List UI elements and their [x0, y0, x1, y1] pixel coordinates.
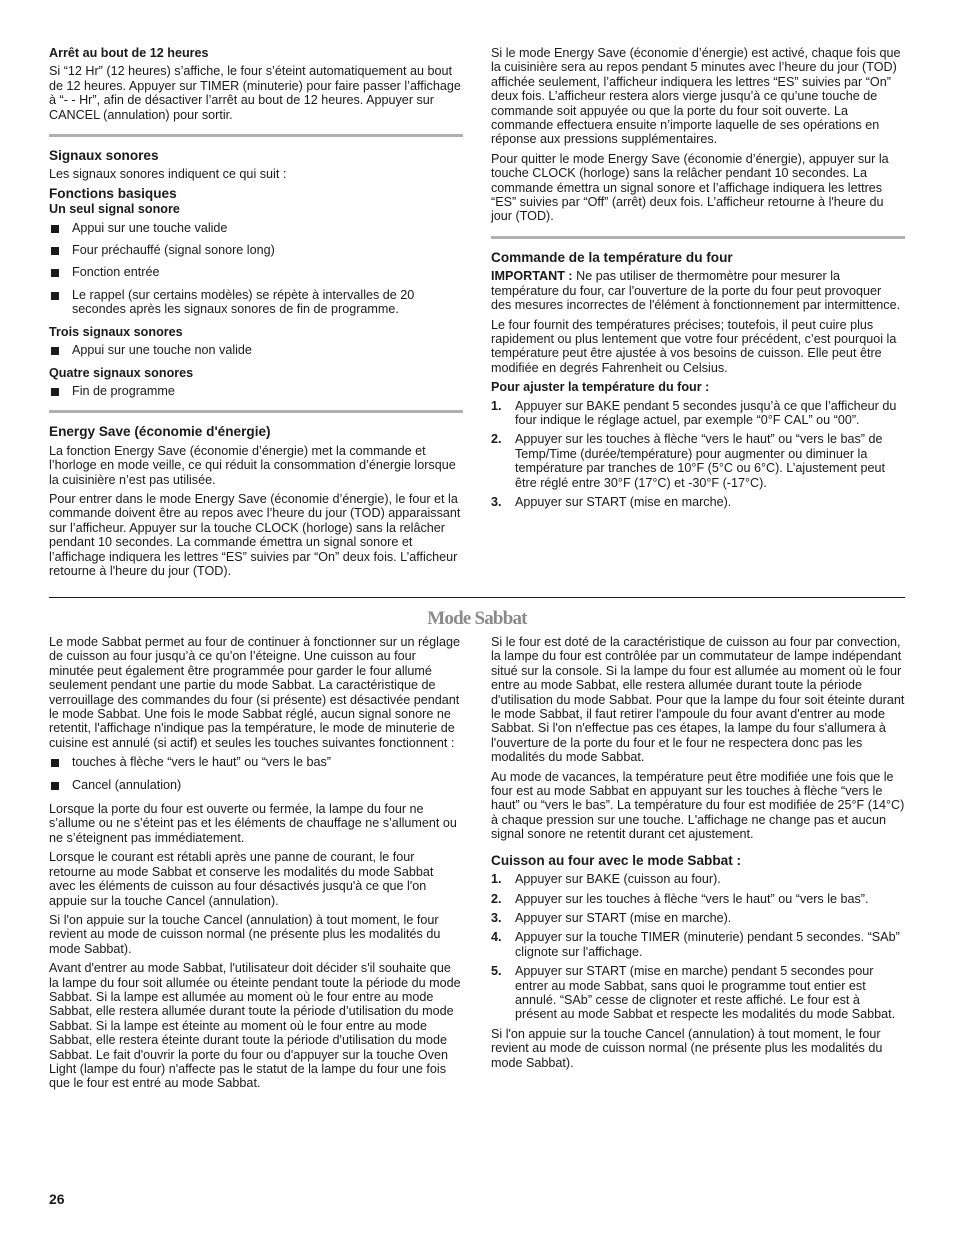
step-text: Appuyer sur BAKE pendant 5 secondes jusqu’à ce que l’afficheur du four indique le réglage actuel, par exemple “0°F CAL” ou “00”. [515, 398, 897, 427]
top-right-column [491, 46, 905, 514]
important-text: Ne pas utiliser de thermomètre pour mesurer la température du four, car l'ouverture de la porte du four peut provoquer des mesures incorrectes de l'élément à fonctionnement par intermittence. [491, 269, 901, 313]
list-item: Le rappel (sur certains modèles) se répète à intervalles de 20 secondes après les signaux sonores de fin de programme. [49, 288, 463, 317]
step-item [491, 930, 905, 959]
para-es-2: Pour quitter le mode Energy Save (économie d’énergie), appuyer sur la touche CLOCK (horloge) sans la relâcher pendant 10 secondes. La commande émettra un signal sonore et l’affichage indiquera les lettres “ES” suivies par “Off” (arrêt) deux fois. L’afficheur retourne à l'heure du jour (TOD). [491, 151, 889, 224]
step-text: Appuyer sur START (mise en marche). [515, 494, 732, 509]
para-sabbat-3: Lorsque le courant est rétabli après une panne de courant, le four retourne au mode Sabbat et conserve les modalités du mode Sabbat avec les éléments de cuisson au four désactivés jusqu'à ce que l'on appuie sur la touche Cancel (annulation). [49, 850, 434, 908]
heading-fonctions-basiques: Fonctions basiques [49, 185, 177, 201]
step-item [491, 892, 905, 906]
para-temp-2: Le four fournit des températures précises; toutefois, il peut cuire plus rapidement ou plus lentement que votre four précédent, c’est pourquoi la température peut être ajustée à vos besoins de cuisson. Elle peut être modifiée en degrés Fahrenheit ou Celsius. [491, 317, 897, 375]
heading-energy-save: Energy Save (économie d'énergie) [49, 424, 271, 440]
heading-quatre-signaux: Quatre signaux sonores [49, 365, 194, 380]
step-number: 3. [491, 910, 502, 925]
step-item [491, 495, 905, 509]
para-signaux-intro: Les signaux sonores indiquent ce qui suit : [49, 167, 287, 182]
sabbat-title: Mode Sabbat [427, 608, 527, 629]
heading-signaux-sonores: Signaux sonores [49, 148, 159, 164]
list-item: Appui sur une touche valide [49, 221, 463, 235]
para-sabbat-2: Lorsque la porte du four est ouverte ou fermée, la lampe du four ne s’allume ou ne s’éteint pas et les éléments de chauffage ne s’allument ou ne s’éteignent pas immédiatement. [49, 802, 457, 845]
important-label: IMPORTANT : [491, 269, 573, 284]
step-number: 4. [491, 930, 502, 945]
para-important [491, 269, 905, 312]
sabbat-divider [49, 597, 905, 598]
list-item: Four préchauffé (signal sonore long) [49, 243, 463, 257]
heading-ajuster: Pour ajuster la température du four : [491, 380, 710, 395]
list-item: Fin de programme [49, 384, 463, 398]
heading-temperature: Commande de la température du four [491, 249, 733, 265]
step-text: Appuyer sur START (mise en marche) pendant 5 secondes pour entrer au mode Sabbat, sans quoi le programme tout entier est annulé. “SAb” cesse de clignoter et reste affiché. Le four est à présent au mode Sabbat et respecte les modalités du mode Sabbat. [515, 964, 896, 1022]
step-item [491, 911, 905, 925]
step-text: Appuyer sur la touche TIMER (minuterie) pendant 5 secondes. “SAb” clignote sur l'affichage. [515, 930, 900, 959]
para-vacances: Au mode de vacances, la température peut être modifiée une fois que le four est au mode Sabbat en appuyant sur les touches à flèche “vers le haut” ou “vers le bas”. La température du four est modifiée de 25°F (14°C) à chaque pression sur une touche. L'affichage ne change pas et aucun signal sonore ne retentit durant cet ajustement. [491, 769, 905, 842]
list-item: Appui sur une touche non valide [49, 343, 463, 357]
para-arret-12h: Si “12 Hr” (12 heures) s’affiche, le four s’éteint automatiquement au bout de 12 heures. Appuyer sur TIMER (minuterie) pour faire passer l’affichage à “- - Hr”, afin de désactiver l’arrêt au bout de 12 heures. Appuyer sur CANCEL (annulation) pour sortir. [49, 64, 461, 122]
top-left-column [49, 46, 463, 583]
heading-arret-12h: Arrêt au bout de 12 heures [49, 46, 209, 60]
para-convection: Si le four est doté de la caractéristique de cuisson au four par convection, la lampe du four est contrôlée par un commutateur de lampe indépendant situé sur la console. Si la lampe du four est allumée au moment où le four entre au mode Sabbat, elle restera allumée durant toute la période d'utilisation du mode Sabbat. Pour que la lampe du four soit éteinte durant le mode Sabbat, il faut retirer l'ampoule du four avant d'entrer au mode Sabbat. Si l'on n'effectue pas ces étapes, la lampe du four s'allumera à l'ouverture de la porte du four et le four ne respectera donc pas les modalités du mode Sabbat. [491, 635, 905, 765]
section-divider [49, 134, 463, 137]
step-number: 2. [491, 432, 502, 447]
list-item: Cancel (annulation) [49, 778, 463, 792]
step-number: 2. [491, 891, 502, 906]
list-item: touches à flèche “vers le haut” ou “vers le bas” [49, 755, 463, 769]
para-cancel: Si l'on appuie sur la touche Cancel (annulation) à tout moment, le four revient au mode de cuisson normal (ne présente plus les modalités du mode Sabbat). [491, 1026, 883, 1070]
para-sabbat-5: Avant d'entrer au mode Sabbat, l'utilisateur doit décider s'il souhaite que la lampe du four soit allumée ou éteinte pendant toute la période du mode Sabbat. Si la lampe est allumée au moment où le four entre au mode Sabbat, elle restera allumée durant toute la période d’utilisation du mode Sabbat. Si la lampe est éteinte au moment où le four entre au mode Sabbat, elle restera éteinte durant toute la période d'utilisation du mode Sabbat. Le fait d'ouvrir la porte du four ou d'appuyer sur la touche Oven Light (lampe du four) n'affecte pas le statut de la lampe du four une fois que le four est entré au mode Sabbat. [49, 961, 461, 1091]
step-number: 5. [491, 964, 502, 979]
list-item: Fonction entrée [49, 265, 463, 279]
heading-trois-signaux: Trois signaux sonores [49, 324, 183, 339]
section-divider [49, 410, 463, 413]
para-sabbat-1: Le mode Sabbat permet au four de continuer à fonctionner sur un réglage de cuisson au four jusqu’à ce qu’on l’éteigne. Une cuisson au four minutée peut également être programmée pour garder le four allumé seulement pendant une partie du mode Sabbat. La caractéristique de verrouillage des commandes du four (si présente) est désactivée pendant le mode Sabbat. Une fois le mode Sabbat réglé, aucun signal sonore ne retentit, l'affichage n'indique pas la température, le mode de minuterie de cuisine est annulé (si actif) et seules les touches suivantes fonctionnent : [49, 635, 460, 750]
bottom-right-column [491, 635, 905, 1075]
para-es-1: Si le mode Energy Save (économie d’énergie) est activé, chaque fois que la cuisinière sera au repos pendant 5 minutes avec l’heure du jour (TOD) affichée seulement, l’afficheur indiquera les lettres “ES” suivies par “On” deux fois. L’afficheur restera alors vierge jusqu’à ce qu’une touche de commande soit appuyée ou que la porte du four soit ouverte. La commande effectuera ensuite n’importe laquelle de ses opérations en réponse aux pressions supplémentaires. [491, 46, 901, 147]
heading-un-signal: Un seul signal sonore [49, 202, 180, 217]
step-item [491, 399, 905, 428]
section-divider [491, 236, 905, 239]
step-text: Appuyer sur les touches à flèche “vers le haut” ou “vers le bas”. [515, 891, 869, 906]
step-item [491, 964, 905, 1022]
step-text: Appuyer sur BAKE (cuisson au four). [515, 872, 721, 887]
step-item [491, 872, 905, 886]
step-text: Appuyer sur START (mise en marche). [515, 910, 732, 925]
step-number: 3. [491, 494, 502, 509]
page-number: 26 [49, 1191, 65, 1207]
step-number: 1. [491, 398, 502, 413]
para-energy-2: Pour entrer dans le mode Energy Save (économie d’énergie), le four et la commande doivent être au repos avec l’heure du jour (TOD) apparaissant sur l’afficheur. Appuyer sur la touche CLOCK (horloge) sans la relâcher pendant 10 secondes. La commande émettra un signal sonore et l’affichage indiquera les lettres “ES” suivies par “On” deux fois. L’afficheur retourne à l'heure du jour (TOD). [49, 491, 461, 578]
step-item [491, 432, 905, 490]
bottom-left-column [49, 635, 463, 1096]
step-text: Appuyer sur les touches à flèche “vers le haut” ou “vers le bas” de Temp/Time (durée/température) pour augmenter ou diminuer la température par tranches de 10°F (5°C ou 6°C). L’ajustement peut être réglé entre 30°F (17°C) et -30°F (-17°C). [515, 432, 886, 490]
para-energy-1: La fonction Energy Save (économie d’énergie) met la commande et l’horloge en mode veille, ce qui réduit la consommation d’énergie lorsque la cuisinière n’est pas utilisée. [49, 443, 456, 487]
heading-cuisson-sabbat: Cuisson au four avec le mode Sabbat : [491, 852, 742, 868]
step-number: 1. [491, 872, 502, 887]
para-sabbat-4: Si l'on appuie sur la touche Cancel (annulation) à tout moment, le four revient au mode de cuisson normal (ne présente plus les modalités du mode Sabbat). [49, 912, 441, 956]
